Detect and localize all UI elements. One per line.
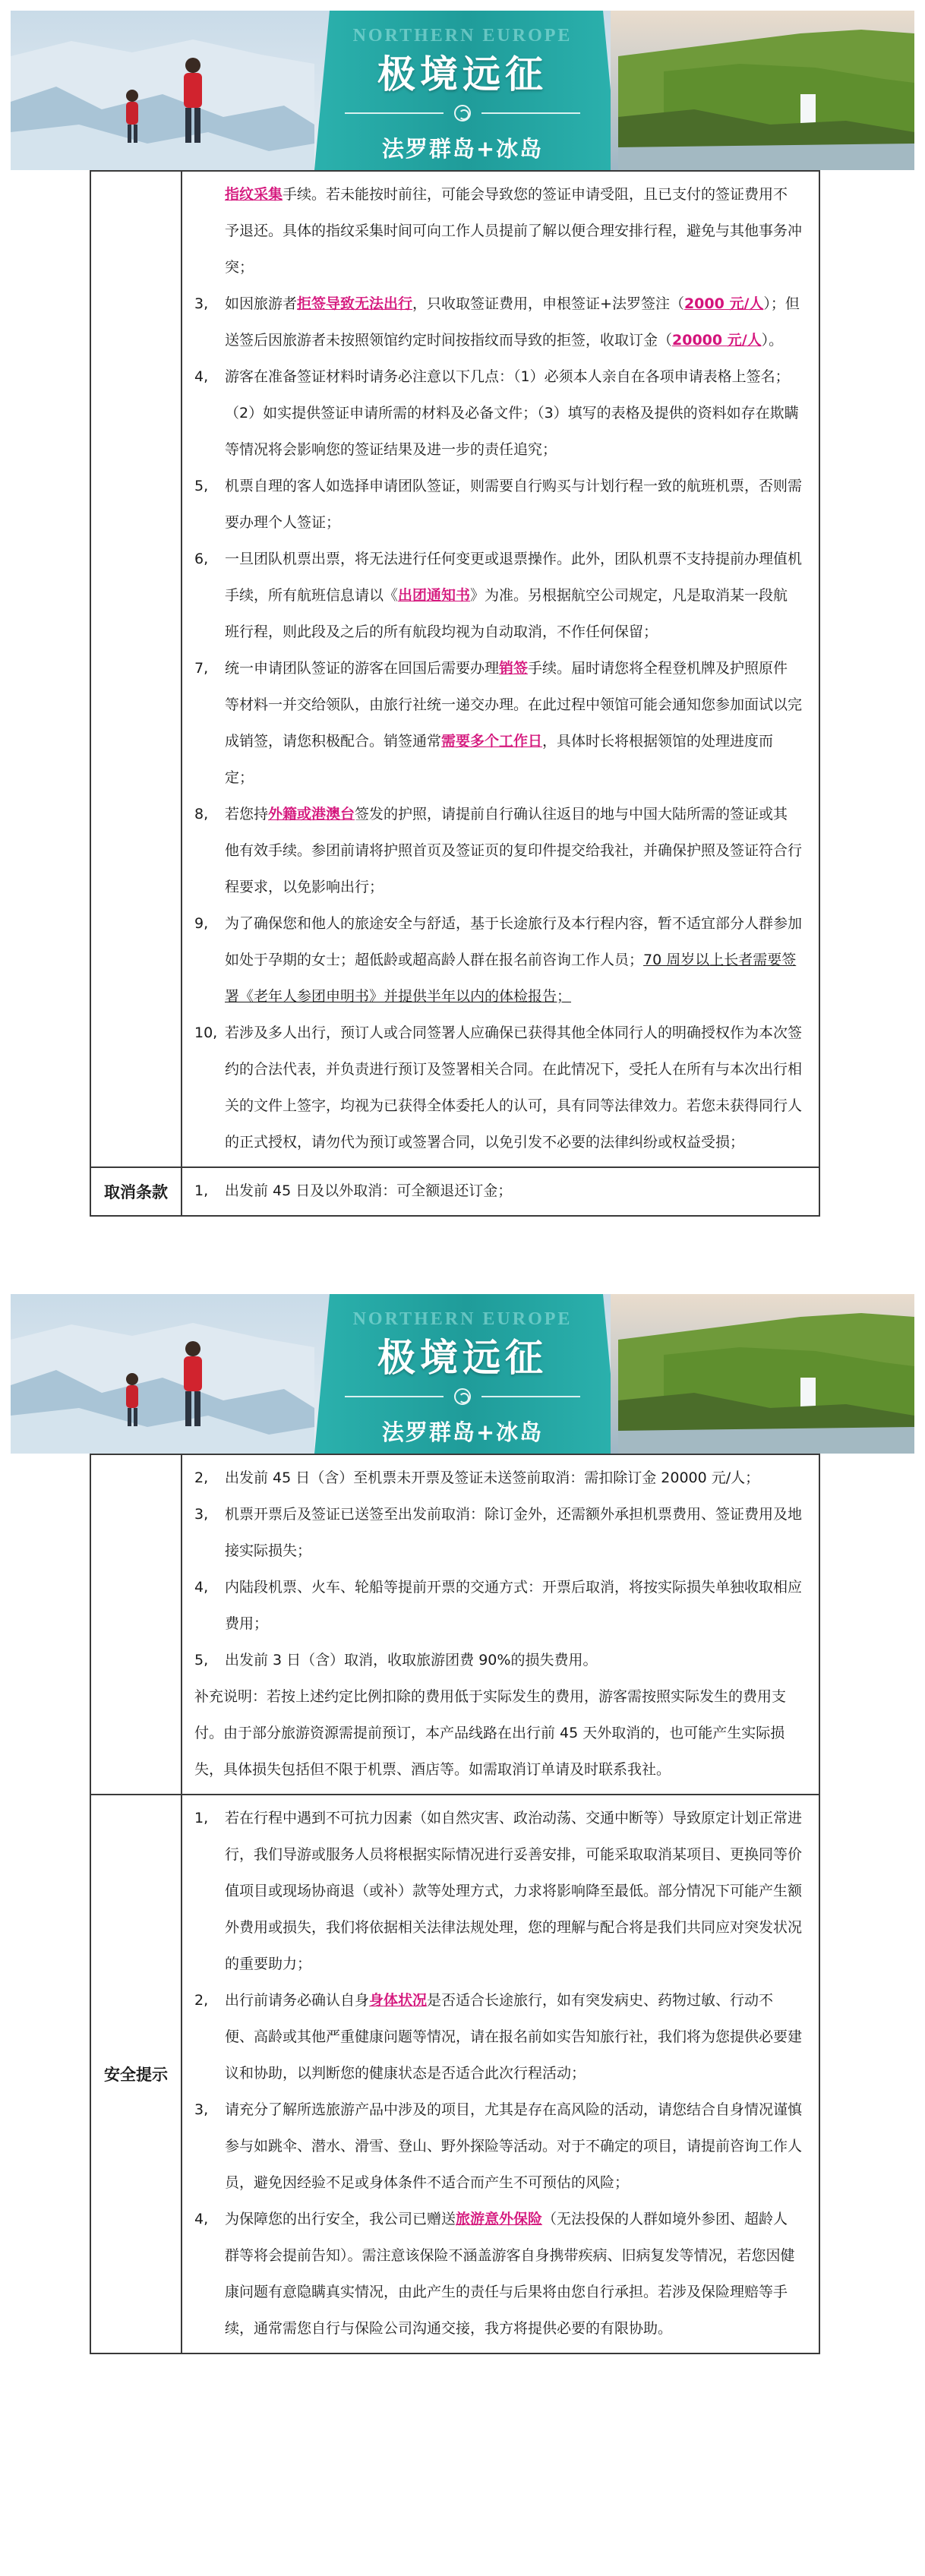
text-run: 游客在准备签证材料时请务必注意以下几点：（1）必须本人亲自在各项申请表格上签名；（2）如实提供签证申请所需的材料及必备文件；（3）填写的表格及提供的资料如存在欺瞒等情况将会影响您的签证结果及进一步的责任追究； (225, 368, 799, 458)
text-run: 为了确保您和他人的旅途安全与舒适，基于长途旅行及本行程内容，暂不适宜部分人群参加如处于孕期的女士；超低龄或超高龄人群在报名前咨询工作人员； (225, 915, 803, 968)
item-number: 6, (194, 551, 209, 567)
item-text (225, 176, 802, 286)
text-run: 》为准。另根据航空公司规定，凡是取消某一段航班行程，则此段及之后的所有航段均视为自动取消，不作任何保留； (225, 587, 788, 640)
list-item (194, 1173, 802, 1209)
item-text: 出发前 45 日及以外取消：可全额退还订金； (225, 1182, 513, 1199)
item-text (225, 1015, 802, 1160)
item-text (225, 2091, 802, 2201)
list-item (194, 286, 802, 358)
header-banner (11, 11, 914, 170)
item-number: 5, (194, 1652, 209, 1668)
cancel-cell (182, 1454, 819, 1795)
list-item (194, 1642, 802, 1678)
visa-label-cell (90, 171, 182, 1167)
banner-subtitle: 法罗群岛+冰岛 (381, 136, 544, 162)
text-run: 机票自理的客人如选择申请团队签证，则需要自行购买与计划行程一致的航班机票，否则需要办理个人签证； (225, 478, 803, 531)
text-run: 是否适合长途旅行，如有突发病史、药物过敏、行动不便、高龄或其他严重健康问题等情况，请在报名前如实告知旅行社，我们将为您提供必要建议和协助，以判断您的健康状态是否适合此次行程活动； (225, 1992, 803, 2082)
banner-divider-right (481, 112, 580, 114)
cancel-note: 补充说明：若按上述约定比例扣除的费用低于实际发生的费用，游客需按照实际发生的费用支付。由于部分旅游资源需提前预订，本产品线路在出行前 45 天外取消的，也可能产生实际损失，具体损失包括但不限于机票、酒店等。如需取消订单请及时联系我社。 (194, 1688, 787, 1778)
text-run: ，只收取签证费用，申根签证+法罗签注（ (412, 295, 684, 312)
document-page-2 (0, 1283, 925, 2337)
highlighted-text: 需要多个工作日 (441, 733, 543, 750)
list-item (194, 1800, 802, 1982)
item-number: 4, (194, 2211, 209, 2227)
text-run: 若在行程中遇到不可抗力因素（如自然灾害、政治动荡、交通中断等）导致原定计划正常进行，我们导游或服务人员将根据实际情况进行妥善安排，可能采取取消某项目、更换同等价值项目或现场协商退（或补）款等处理方式，力求将影响降至最低。部分情况下可能产生额外费用或损失，我们将依据相关法律法规处理，您的理解与配合将是我们共同应对突发状况的重要助力； (225, 1810, 803, 1972)
item-number (194, 176, 225, 286)
banner-subtitle: 法罗群岛+冰岛 (381, 1419, 544, 1445)
banner-emblem-icon (454, 105, 471, 122)
list-item (194, 796, 802, 905)
item-number: 5, (194, 478, 209, 494)
highlighted-text: 外籍或港澳台 (268, 806, 355, 822)
list-item (194, 1496, 802, 1569)
cancel-row-start (90, 1167, 819, 1216)
safety-row (90, 1795, 819, 2353)
cancel-first-cell (182, 1167, 819, 1216)
item-number: 3, (194, 2101, 209, 2118)
safety-label: 安全提示 (90, 1795, 182, 2353)
text-run: ，具体时长将根据领馆的处理进度而定； (225, 733, 774, 786)
item-text (225, 358, 802, 468)
list-item (194, 905, 802, 1015)
terms-table-1 (90, 170, 820, 1217)
list-item (194, 1015, 802, 1160)
item-text (225, 286, 802, 358)
item-text (225, 796, 802, 905)
item-number: 3, (194, 295, 209, 312)
item-number: 7, (194, 660, 209, 677)
item-number: 9, (194, 915, 209, 932)
highlighted-text: 拒签导致无法出行 (297, 295, 413, 312)
text-run: 若涉及多人出行，预订人或合同签署人应确保已获得其他全体同行人的明确授权作为本次签约的合法代表，并负责进行预订及签署相关合同。在此情况下，受托人在所有与本次出行相关的文件上签字，均视为已获得全体委托人的认可，具有同等法律效力。若您未获得同行人的正式授权，请勿代为预订或签署合同，以免引发不必要的法律纠纷或权益受损； (225, 1024, 803, 1151)
item-text (225, 1982, 802, 2091)
item-text (225, 905, 802, 1015)
item-number: 2, (194, 1992, 209, 2009)
highlighted-text: 指纹采集 (225, 186, 283, 203)
item-text (225, 650, 802, 796)
cancel-label: 取消条款 (90, 1167, 182, 1216)
item-text (225, 1800, 802, 1982)
terms-table-2 (90, 1454, 820, 2354)
highlighted-text: 2000 元/人 (683, 295, 764, 312)
banner-divider-right (481, 1396, 580, 1397)
item-number: 2, (194, 1470, 209, 1486)
text-run: 如因旅游者 (225, 295, 298, 312)
banner-english-title: NORTHERN EUROPE (352, 1309, 573, 1329)
banner-title: 极境远征 (377, 1335, 548, 1380)
cancel-row-continued (90, 1454, 819, 1795)
document-page-1 (0, 0, 925, 1200)
banner-english-title: NORTHERN EUROPE (352, 26, 573, 46)
header-banner (11, 1294, 914, 1454)
text-run: 出行前请务必确认自身 (225, 1992, 370, 2009)
text-run: ）；但送签后因旅游者未按照领馆约定时间按指纹而导致的拒签，收取订金（ (225, 295, 800, 349)
list-item (194, 2201, 802, 2347)
list-item (194, 1460, 802, 1496)
banner-emblem-icon (454, 1388, 471, 1405)
highlighted-text: 旅游意外保险 (456, 2211, 543, 2227)
highlighted-text: 70 周岁以上长者需要签署《老年人参团申明书》并提供半年以内的体检报告； (225, 952, 797, 1005)
item-text (225, 541, 802, 650)
text-run: 若您持 (225, 806, 269, 822)
list-item (194, 358, 802, 468)
list-item (194, 468, 802, 541)
item-text (225, 2201, 802, 2347)
list-item (194, 176, 802, 286)
list-item (194, 2091, 802, 2201)
cancel-label-continued (90, 1454, 182, 1795)
text-run: 一旦团队机票出票，将无法进行任何变更或退票操作。此外，团队机票不支持提前办理值机手续，所有航班信息请以《 (225, 551, 803, 604)
item-text: 内陆段机票、火车、轮船等提前开票的交通方式：开票后取消，将按实际损失单独收取相应费用； (225, 1579, 803, 1632)
item-number: 1, (194, 1182, 209, 1199)
item-number: 10, (194, 1024, 218, 1041)
item-number: 4, (194, 1579, 209, 1596)
text-run: 请充分了解所选旅游产品中涉及的项目，尤其是存在高风险的活动，请您结合自身情况谨慎参与如跳伞、潜水、滑雪、登山、野外探险等活动。对于不确定的项目，请提前咨询工作人员，避免因经验不足或身体条件不适合而产生不可预估的风险； (225, 2101, 803, 2191)
visa-notes-row (90, 171, 819, 1167)
text-run: ）。 (761, 332, 784, 349)
highlighted-text: 身体状况 (369, 1992, 428, 2009)
text-run: 手续。届时请您将全程登机牌及护照原件等材料一并交给领队，由旅行社统一递交办理。在此过程中领馆可能会通知您参加面试以完成销签，请您积极配合。销签通常 (225, 660, 803, 750)
list-item (194, 650, 802, 796)
text-run: 签发的护照，请提前自行确认往返目的地与中国大陆所需的签证或其他有效手续。参团前请将护照首页及签证页的复印件提交给我社，并确保护照及签证符合行程要求，以免影响出行； (225, 806, 803, 895)
highlighted-text: 20000 元/人 (672, 332, 762, 349)
banner-title: 极境远征 (377, 52, 548, 96)
list-item (194, 541, 802, 650)
safety-cell (182, 1795, 819, 2353)
item-text (225, 468, 802, 541)
item-number: 8, (194, 806, 209, 822)
item-number: 1, (194, 1810, 209, 1826)
item-number: 3, (194, 1506, 209, 1523)
item-text: 机票开票后及签证已送签至出发前取消：除订金外，还需额外承担机票费用、签证费用及地接实际损失； (225, 1506, 803, 1559)
item-number: 4, (194, 368, 209, 385)
visa-notes-cell (182, 171, 819, 1167)
banner-divider-left (345, 112, 444, 114)
text-run: （无法投保的人群如境外参团、超龄人群等将会提前告知）。需注意该保险不涵盖游客自身携带疾病、旧病复发等情况，若您因健康问题有意隐瞒真实情况，由此产生的责任与后果将由您自行承担。若涉及保险理赔等手续，通常需您自行与保险公司沟通交接，我方将提供必要的有限协助。 (225, 2211, 795, 2337)
item-text: 出发前 3 日（含）取消，收取旅游团费 90%的损失费用。 (225, 1652, 598, 1668)
text-run: 为保障您的出行安全，我公司已赠送 (225, 2211, 456, 2227)
banner-divider-left (345, 1396, 444, 1397)
text-run: 统一申请团队签证的游客在回国后需要办理 (225, 660, 500, 677)
item-text: 出发前 45 日（含）至机票未开票及签证未送签前取消：需扣除订金 20000 元/人； (225, 1470, 760, 1486)
highlighted-text: 销签 (499, 660, 529, 677)
list-item (194, 1982, 802, 2091)
list-item (194, 1569, 802, 1642)
highlighted-text: 出团通知书 (398, 587, 471, 604)
text-run: 手续。若未能按时前往，可能会导致您的签证申请受阻，且已支付的签证费用不予退还。具体的指纹采集时间可向工作人员提前了解以便合理安排行程，避免与其他事务冲突； (225, 186, 803, 276)
